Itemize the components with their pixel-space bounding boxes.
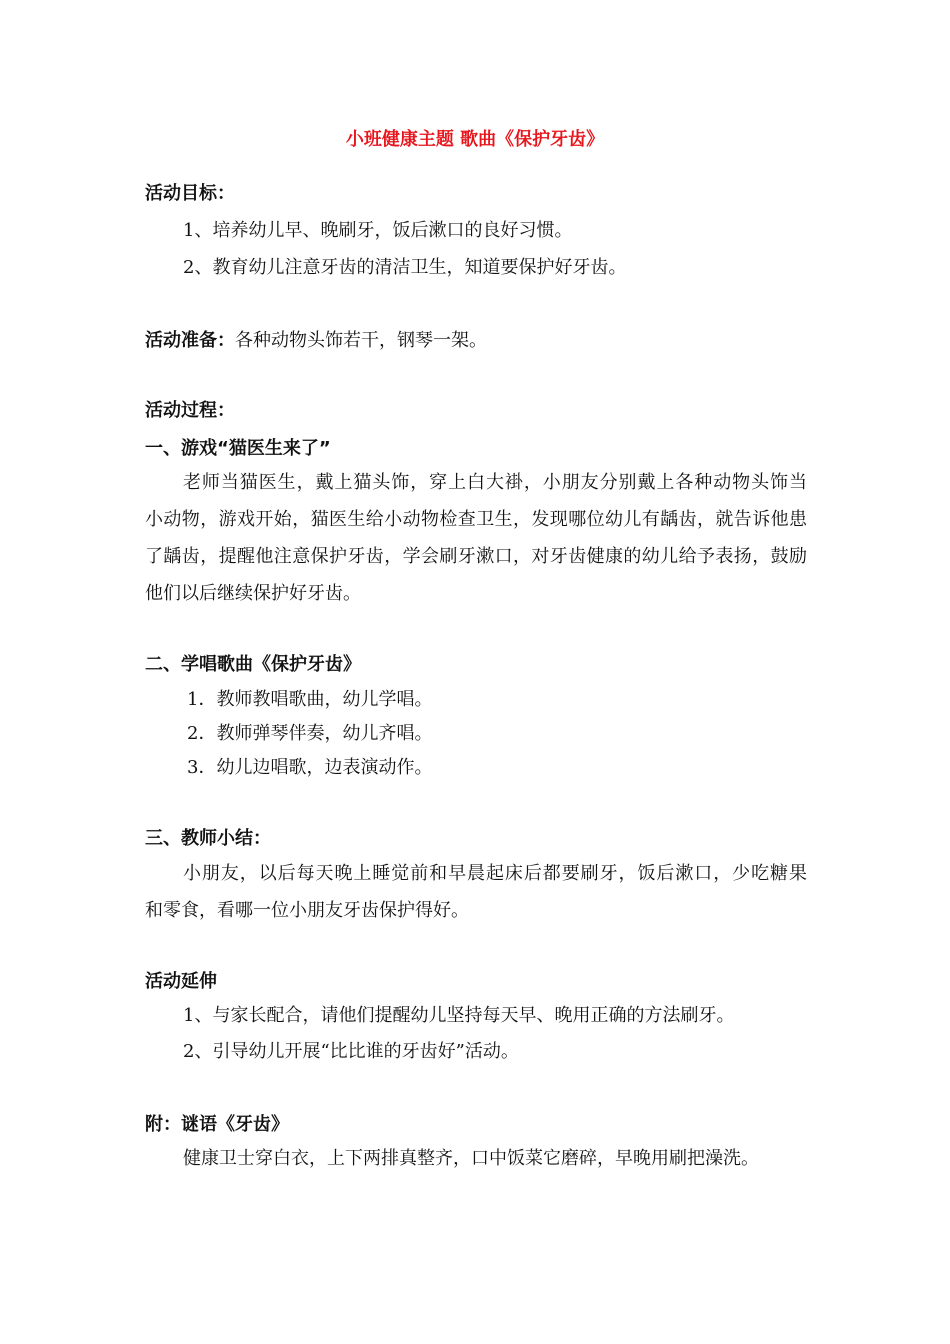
part2-item: 1．教师教唱歌曲，幼儿学唱。 [187, 689, 433, 710]
part1-line: 老师当猫医生，戴上猫头饰，穿上白大褂，小朋友分别戴上各种动物头饰当 [183, 472, 807, 493]
document-title: 小班健康主题 歌曲《保护牙齿》 [345, 129, 605, 150]
process-heading: 活动过程： [145, 400, 235, 421]
part1-line: 他们以后继续保护好牙齿。 [145, 583, 361, 604]
part2-item: 3．幼儿边唱歌，边表演动作。 [187, 757, 433, 778]
part1-line: 了龋齿，提醒他注意保护牙齿，学会刷牙漱口，对牙齿健康的幼儿给予表扬，鼓励 [145, 546, 807, 567]
part1-line: 小动物，游戏开始，猫医生给小动物检查卫生，发现哪位幼儿有龋齿，就告诉他患 [145, 509, 807, 530]
part3-line: 和零食，看哪一位小朋友牙齿保护得好。 [145, 900, 469, 921]
goals-heading: 活动目标： [145, 183, 235, 204]
goal-item: 1、培养幼儿早、晚刷牙，饭后漱口的良好习惯。 [183, 220, 573, 241]
extension-item: 1、与家长配合，请他们提醒幼儿坚持每天早、晚用正确的方法刷牙。 [183, 1005, 735, 1026]
riddle-text: 健康卫士穿白衣，上下两排真整齐，口中饭菜它磨碎，早晚用刷把澡洗。 [183, 1148, 759, 1169]
riddle-heading: 附：谜语《牙齿》 [145, 1114, 289, 1135]
goal-item: 2、教育幼儿注意牙齿的清洁卫生，知道要保护好牙齿。 [183, 257, 627, 278]
extension-heading: 活动延伸 [145, 971, 217, 992]
part2-item: 2．教师弹琴伴奏，幼儿齐唱。 [187, 723, 433, 744]
prep-line [145, 329, 487, 353]
extension-item: 2、引导幼儿开展“比比谁的牙齿好”活动。 [183, 1041, 519, 1062]
part3-heading: 三、教师小结： [145, 828, 271, 849]
prep-label: 活动准备： [145, 330, 235, 351]
prep-text: 各种动物头饰若干，钢琴一架。 [235, 330, 487, 351]
part1-heading: 一、游戏“猫医生来了” [145, 438, 331, 459]
part2-heading: 二、学唱歌曲《保护牙齿》 [145, 654, 361, 675]
part3-line: 小朋友，以后每天晚上睡觉前和早晨起床后都要刷牙，饭后漱口，少吃糖果 [183, 863, 807, 884]
